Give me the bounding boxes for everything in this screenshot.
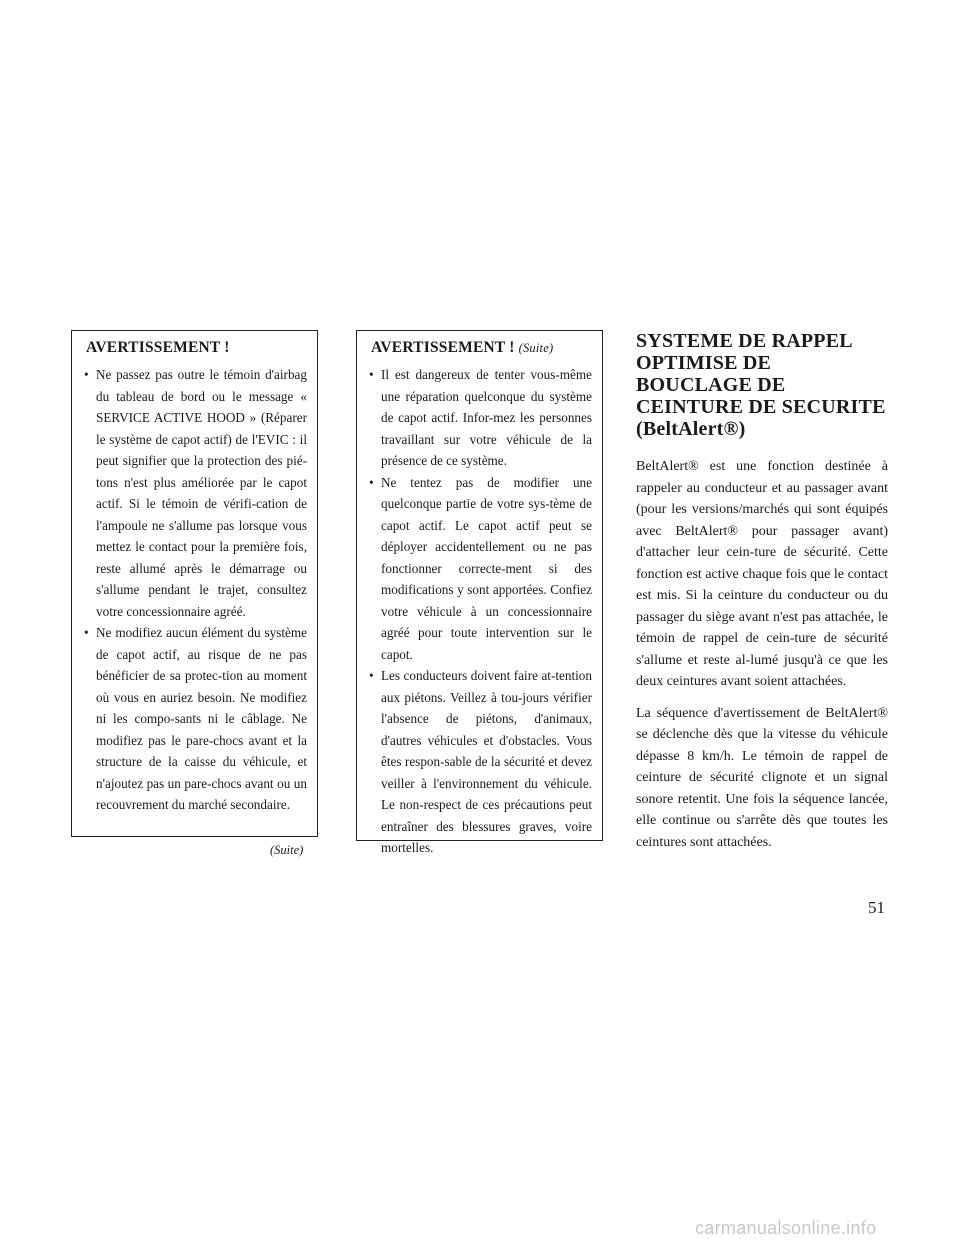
section-paragraph: BeltAlert® est une fonction destinée à rappeler au conducteur et au passager avant (pour les versions/marchés qui sont équipés avec BeltAlert® pour passager avant) d'attacher leur cein-ture de sécurité. Cette fonction est active chaque fois que le contact est mis. Si la ceinture du conducteur ou du passager du siège avant n'est pas attachée, le témoin de rappel de cein-ture de sécurité s'allume et reste al-lumé jusqu'à ce que les deux ceintures avant soient attachées. bbox=[636, 459, 888, 689]
warning-title-1: AVERTISSEMENT ! bbox=[86, 339, 230, 356]
section-paragraph: La séquence d'avertissement de BeltAlert® se déclenche dès que la vitesse du véhicule dépasse 8 km/h. Le témoin de rappel de ceinture de sécurité clignote et un signal sonore retentit. Une fois la séquence lancée, elle continue ou s'arrête dès que toutes les ceintures sont attachées. bbox=[636, 705, 888, 850]
warning-2-bullet: • Les conducteurs doivent faire at-tention aux piétons. Veillez à tou-jours vérifier l'absence de piétons, d'animaux, d'autres véhicules et d'obstacles. Vous êtes respon-sable de la sécurité et devez veiller à l'environnement du véhicule. Le non-respect de ces précautions peut entraîner des blessures graves, voire mortelles. bbox=[371, 665, 592, 859]
section-heading: SYSTEME DE RAPPEL OPTIMISE DE BOUCLAGE DE CEINTURE DE SECURITE (BeltAlert®) bbox=[636, 330, 886, 440]
warning-box-2 bbox=[356, 330, 603, 855]
watermark: carmanualsonline.info bbox=[695, 1218, 877, 1238]
warning-title-2-suffix: (Suite) bbox=[518, 341, 554, 355]
warning-title-2-text: AVERTISSEMENT ! bbox=[371, 339, 515, 356]
beltalert-section bbox=[636, 330, 888, 863]
warning-title-2 bbox=[371, 339, 592, 357]
warning-1-bullet: • Ne passez pas outre le témoin d'airbag du tableau de bord ou le message « SERVICE ACTIVE HOOD » (Réparer le système de capot actif) de l'EVIC : il peut signifier que la protection des pié-tons n'est plus améliorée par le capot actif. Si le témoin de vérifi-cation de l'ampoule ne s'allume pas lorsque vous mettez le contact pour la première fois, reste allumé après le démarrage ou s'allume pendant le trajet, consultez votre concessionnaire agréé. bbox=[86, 364, 307, 622]
page-number: 51 bbox=[868, 898, 885, 917]
warning-1-bullet: • Ne modifiez aucun élément du système de capot actif, au risque de ne pas bénéficier de sa protec-tion au moment où vous en auriez besoin. Ne modifiez ni les compo-sants ni le câblage. Ne modifiez pas le pare-chocs avant et la structure de la caisse du véhicule, et n'ajoutez pas un pare-chocs avant ou un recouvrement du marché secondaire. bbox=[86, 622, 307, 816]
warning-2-bullet: • Il est dangereux de tenter vous-même une réparation quelconque du système de capot actif. Infor-mez les personnes travaillant sur votre véhicule de la présence de ce système. bbox=[371, 364, 592, 472]
warning-2-bullets bbox=[371, 364, 592, 859]
continued-label: (Suite) bbox=[270, 843, 304, 857]
warning-2-bullet: • Ne tentez pas de modifier une quelconque partie de votre sys-tème de capot actif. Le capot actif peut se déployer accidentellement ou ne pas fonctionner correcte-ment si des modifications y sont apportées. Confiez votre véhicule à un concessionnaire agréé pour toute intervention sur le capot. bbox=[371, 472, 592, 666]
warning-1-bullets bbox=[86, 364, 307, 816]
warning-box-1 bbox=[71, 330, 318, 837]
